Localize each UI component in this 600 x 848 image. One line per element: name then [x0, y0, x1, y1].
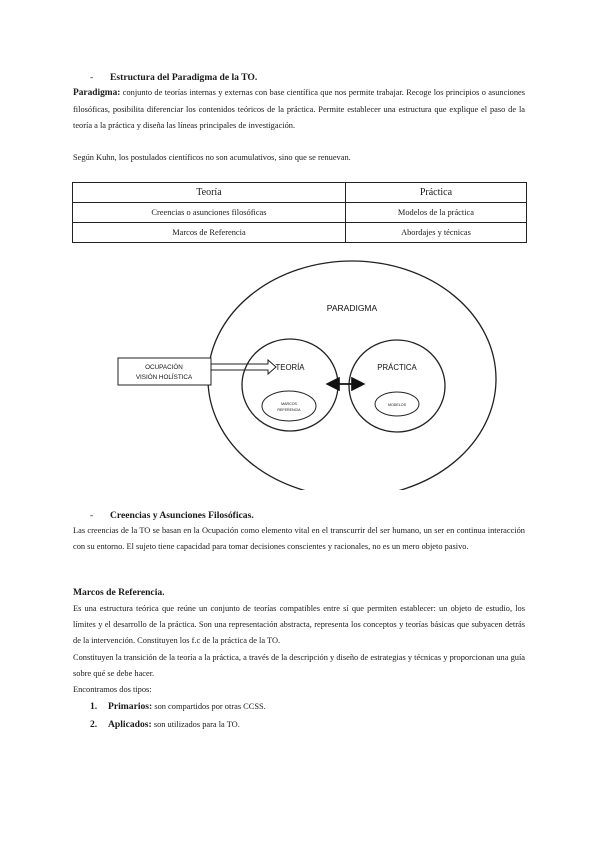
- teoria-circle: [242, 339, 338, 431]
- table-header-row: [73, 183, 527, 203]
- creencias-paragraph: Las creencias de la TO se basan en la Ocupación como elemento vital en el transcurrir del ser humano, un ser en continua interacción con su entorno. El sujeto tiene capacidad para tomar decisiones conscientes y racionales, no es un mero objeto pasivo.: [73, 526, 525, 551]
- list-desc: son utilizados para la TO.: [151, 720, 240, 729]
- teoria-practica-table: [72, 182, 527, 243]
- vision-holistica-label: VISIÓN HOLÍSTICA: [135, 374, 193, 381]
- section-heading-estructura: [90, 72, 257, 83]
- practica-label: PRÁCTICA: [377, 363, 417, 372]
- list-desc: son compartidos por otras CCSS.: [152, 702, 266, 711]
- modelos-label: MODELOS: [388, 403, 406, 407]
- list-term: Aplicados:: [108, 719, 152, 730]
- section-heading-marcos: Marcos de Referencia.: [73, 587, 165, 598]
- table-cell: Abordajes y técnicas: [345, 223, 526, 243]
- table-cell: Marcos de Referencia: [73, 223, 346, 243]
- table-header-teoria: Teoría: [73, 183, 346, 203]
- list-term: Primarios:: [108, 701, 153, 712]
- paradigma-term: Paradigma:: [73, 88, 121, 98]
- table-row: [73, 203, 527, 223]
- bullet-dash: -: [90, 72, 94, 83]
- tipos-list: [90, 698, 266, 734]
- practica-circle: [349, 340, 445, 432]
- bullet-dash: -: [90, 510, 94, 521]
- paradigma-circle: [208, 261, 496, 490]
- marcos-paragraph: Es una estructura teórica que reúne un conjunto de teorías compatibles entre sí que permiten establecer: un objeto de estudio, los límites y el desarrollo de la práctica. Son una representación abstracta, representa los conceptos y teorías básicas que subyacen detrás de la intervención. Constituyen los f.c de la práctica de la TO.: [73, 604, 525, 645]
- marcos-circle: [262, 391, 316, 421]
- paradigma-paragraph: [73, 85, 525, 133]
- teoria-label: TEORÍA: [275, 363, 305, 372]
- table-cell: Modelos de la práctica: [345, 203, 526, 223]
- tipos-intro: Encontramos dos tipos:: [73, 685, 152, 694]
- kuhn-sentence: Según Kuhn, los postulados científicos no son acumulativos, sino que se renuevan.: [73, 153, 351, 162]
- table-cell: Creencias o asunciones filosóficas: [73, 203, 346, 223]
- section-heading-creencias: [90, 510, 254, 521]
- table-header-practica: Práctica: [345, 183, 526, 203]
- list-number: 1.: [90, 701, 98, 712]
- paradigma-label: PARADIGMA: [326, 303, 378, 313]
- paradigma-diagram: [0, 250, 600, 490]
- marcos-label: MARCOS: [281, 402, 297, 406]
- referencia-label: REFERENCIA: [277, 408, 301, 412]
- paradigma-definition: conjunto de teorías internas y externas con base científica que nos permite trabajar. Recoge los principios o asunciones filosóficas, posibilita diferenciar los contenidos teóricos de la práctica. Permite establecer una estructura que explique el paso de la teoría a la práctica y diseña las líneas principales de investigación.: [73, 88, 525, 130]
- list-item: [90, 716, 266, 734]
- list-number: 2.: [90, 719, 98, 730]
- heading-text: Estructura del Paradigma de la TO.: [110, 72, 258, 83]
- ocupacion-label: OCUPACIÓN: [145, 364, 183, 371]
- list-item: [90, 698, 266, 716]
- heading-text: Creencias y Asunciones Filosóficas.: [110, 510, 254, 521]
- transicion-paragraph: Constituyen la transición de la teoría a la práctica, a través de la descripción y diseño de estrategias y técnicas y proporcionan una guía sobre qué se debe hacer.: [73, 653, 525, 678]
- table-row: [73, 223, 527, 243]
